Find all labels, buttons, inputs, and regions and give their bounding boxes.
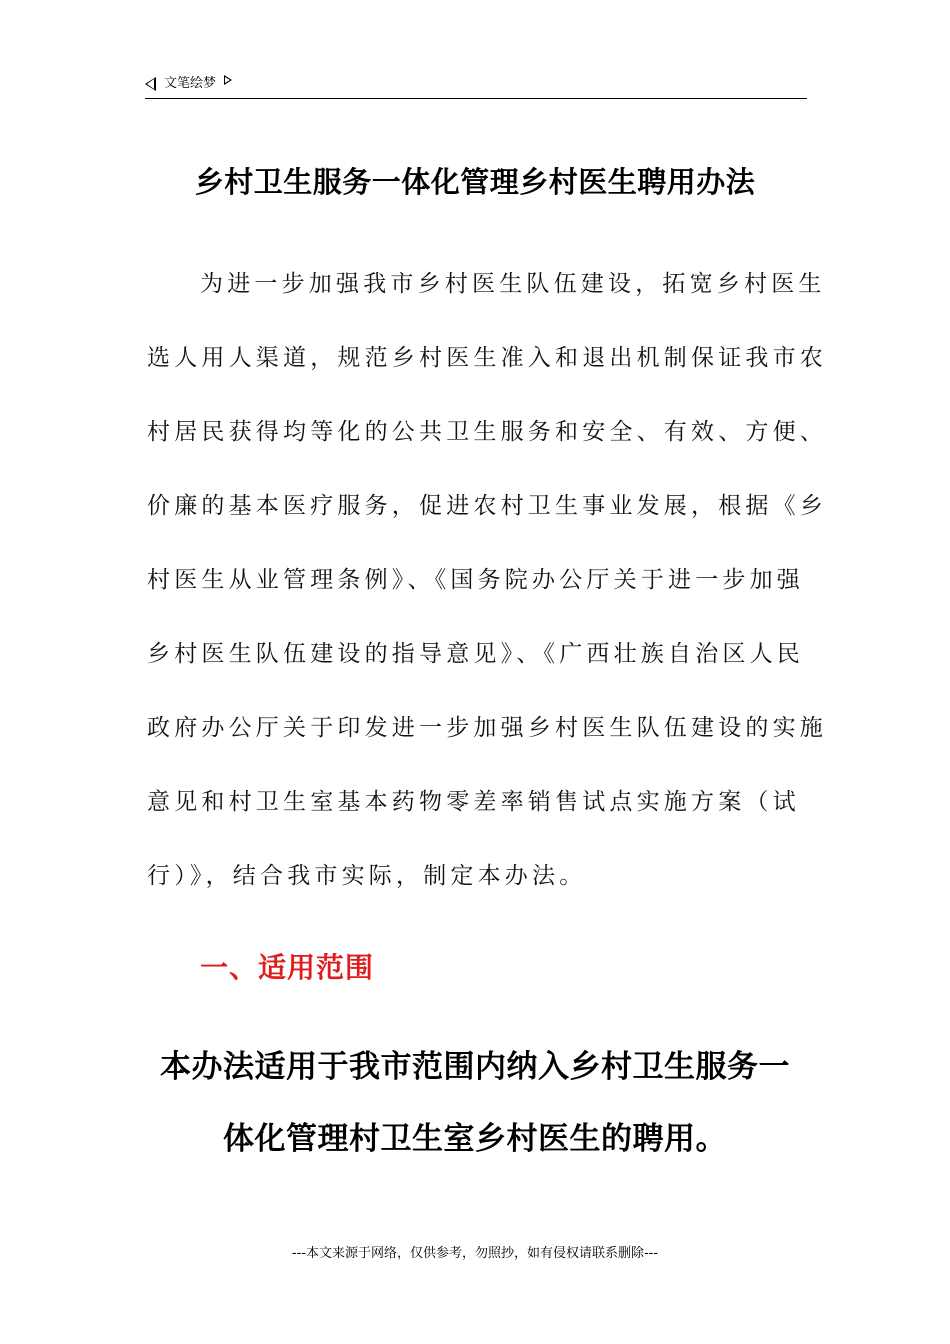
triangle-right-icon bbox=[224, 75, 232, 85]
footer-disclaimer: ---本文来源于网络，仅供参考，勿照抄，如有侵权请联系删除--- bbox=[291, 1246, 659, 1261]
intro-line: 为进一步加强我市乡村医生队伍建设，拓宽乡村医生 bbox=[200, 271, 826, 297]
intro-line: 选人用人渠道，规范乡村医生准入和退出机制保证我市农 bbox=[147, 345, 827, 371]
intro-line: 乡村医生队伍建设的指导意见》、《广西壮族自治区人民 bbox=[147, 641, 804, 667]
intro-line: 村居民获得均等化的公共卫生服务和安全、有效、方便、 bbox=[147, 419, 827, 445]
document-title: 乡村卫生服务一体化管理乡村医生聘用办法 bbox=[194, 165, 756, 199]
intro-line: 政府办公厅关于印发进一步加强乡村医生队伍建设的实施 bbox=[147, 715, 827, 741]
triangle-left-icon bbox=[145, 77, 156, 91]
section-heading-scope: 一、适用范围 bbox=[200, 951, 375, 984]
intro-line: 村医生从业管理条例》、《国务院办公厅关于进一步加强 bbox=[147, 567, 804, 593]
page-header bbox=[145, 70, 807, 99]
intro-line: 行）》，结合我市实际，制定本办法。 bbox=[147, 863, 587, 889]
scope-line: 本办法适用于我市范围内纳入乡村卫生服务一 bbox=[160, 1049, 790, 1085]
intro-line: 价廉的基本医疗服务，促进农村卫生事业发展，根据《乡 bbox=[147, 493, 827, 519]
brand-name: 文笔绘梦 bbox=[164, 76, 217, 91]
scope-line: 体化管理村卫生室乡村医生的聘用。 bbox=[223, 1121, 727, 1157]
intro-line: 意见和村卫生室基本药物零差率销售试点实施方案（试 bbox=[147, 789, 800, 815]
header-brand-row bbox=[145, 74, 232, 94]
